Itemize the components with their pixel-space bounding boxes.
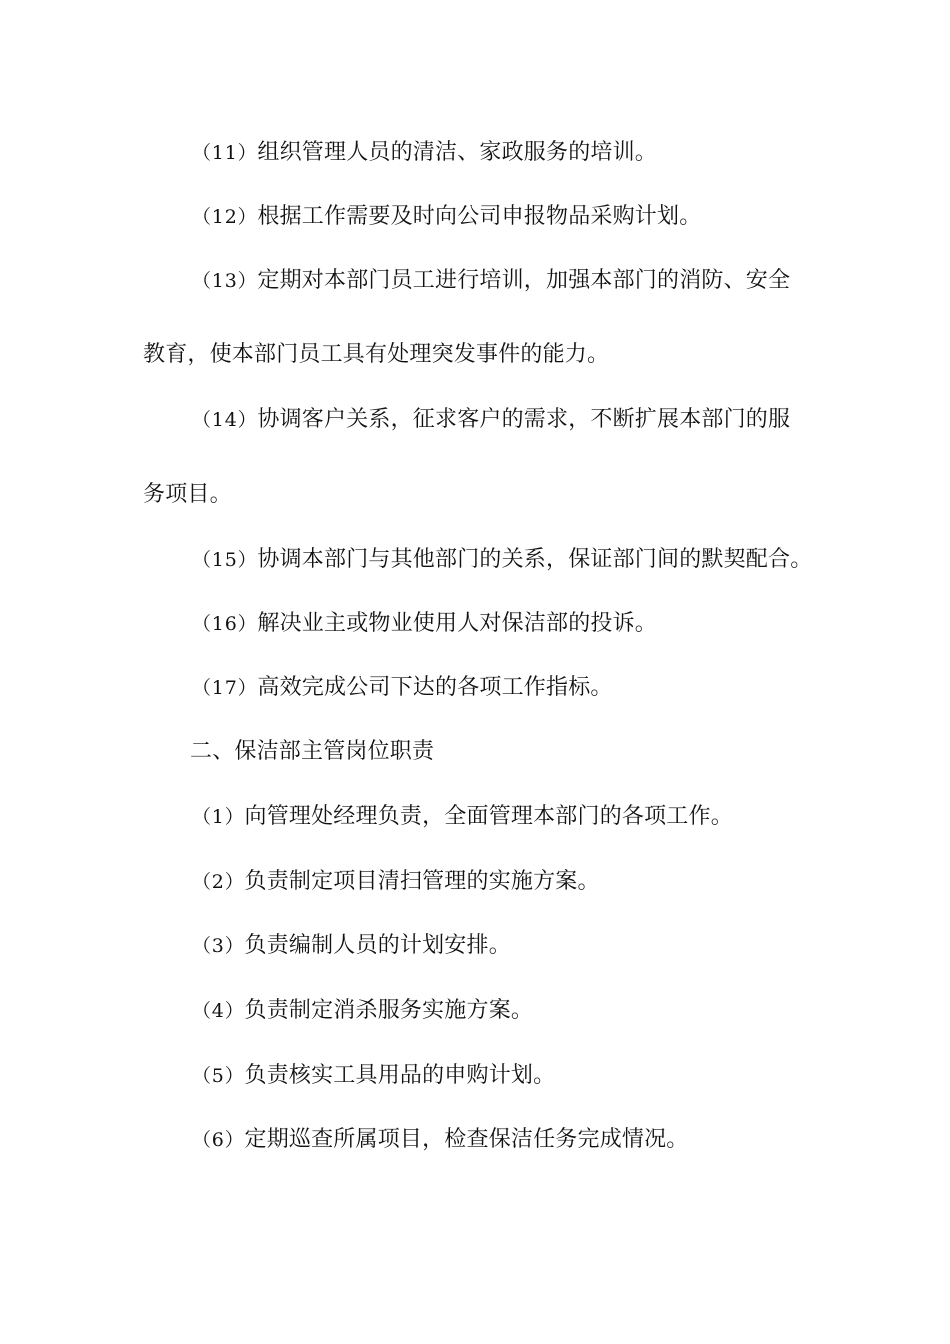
item-number: （15） — [192, 549, 258, 571]
list-item — [192, 802, 733, 832]
list-item — [192, 202, 701, 232]
item-continuation: 教育，使本部门员工具有处理突发事件的能力。 — [143, 342, 610, 367]
item-number: （3） — [192, 935, 245, 957]
list-item — [192, 138, 657, 168]
item-number: （17） — [192, 677, 258, 699]
item-continuation: 务项目。 — [143, 482, 232, 507]
item-number: （14） — [192, 409, 258, 431]
item-text: 负责制定消杀服务实施方案。 — [244, 998, 534, 1023]
list-item — [192, 867, 600, 897]
item-text: 负责编制人员的计划安排。 — [244, 933, 511, 958]
item-number: （5） — [192, 1065, 245, 1087]
list-item — [192, 931, 511, 961]
item-number: （4） — [192, 1000, 245, 1022]
item-text: 解决业主或物业使用人对保洁部的投诉。 — [257, 611, 657, 636]
list-item — [192, 1125, 689, 1155]
item-text: 组织管理人员的清洁、家政服务的培训。 — [257, 140, 657, 165]
item-text: 协调本部门与其他部门的关系，保证部门间的默契配合。 — [257, 547, 813, 572]
item-text: 高效完成公司下达的各项工作指标。 — [257, 675, 613, 700]
item-text: 定期对本部门员工进行培训，加强本部门的消防、安全 — [257, 268, 791, 293]
item-number: （12） — [192, 206, 258, 228]
item-text: 协调客户关系，征求客户的需求，不断扩展本部门的服 — [257, 407, 791, 432]
list-item — [192, 266, 790, 296]
list-item — [192, 673, 613, 703]
item-number: （13） — [192, 270, 258, 292]
item-number: （2） — [192, 871, 245, 893]
list-item — [192, 545, 812, 575]
list-item — [192, 609, 657, 639]
section-heading: 二、保洁部主管岗位职责 — [190, 739, 435, 764]
item-number: （1） — [192, 806, 245, 828]
list-item — [192, 996, 533, 1026]
item-number: （11） — [192, 142, 258, 164]
item-number: （16） — [192, 613, 258, 635]
list-item — [192, 1061, 555, 1091]
item-text: 根据工作需要及时向公司申报物品采购计划。 — [257, 204, 702, 229]
item-text: 负责核实工具用品的申购计划。 — [244, 1063, 556, 1088]
item-text: 定期巡查所属项目，检查保洁任务完成情况。 — [244, 1127, 689, 1152]
item-number: （6） — [192, 1129, 245, 1151]
item-text: 负责制定项目清扫管理的实施方案。 — [244, 869, 600, 894]
list-item — [192, 405, 790, 435]
item-text: 向管理处经理负责，全面管理本部门的各项工作。 — [244, 804, 733, 829]
